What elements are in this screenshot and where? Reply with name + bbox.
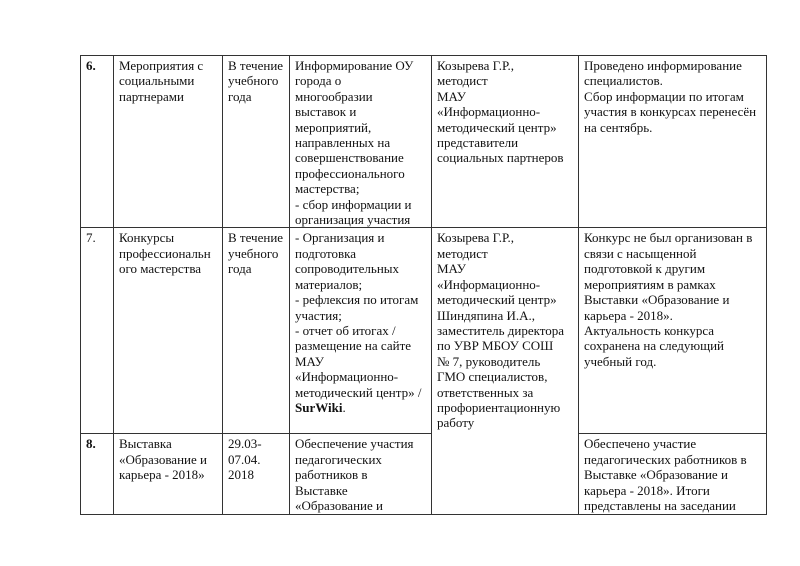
result-cell: Проведено информирование специалистов. Сбор информации по итогам участия в конкурсах перенесён на сентябрь.	[579, 56, 767, 228]
row-number: 7.	[81, 228, 114, 434]
content-cell	[290, 228, 432, 434]
content-cell: Информирование ОУ города о многообразии выставок и мероприятий, направленных на совершенствование профессионального мастерства; - сбор информации и организация участия	[290, 56, 432, 228]
result-cell: Обеспечено участие педагогических работников в Выставке «Образование и карьера - 2018». Итоги представлены на заседании	[579, 434, 767, 514]
event-cell: Мероприятия с социальными партнерами	[114, 56, 223, 228]
table-row	[81, 228, 767, 434]
event-cell: Выставка «Образование и карьера - 2018»	[114, 434, 223, 514]
content-end: .	[342, 399, 346, 415]
table-row	[81, 56, 767, 228]
result-cell: Конкурс не был организован в связи с насыщенной подготовкой к другим мероприятиям в рамках Выставки «Образование и карьера - 2018». Актуальность конкурса сохранена на следующий учебный год.	[579, 228, 767, 434]
row-number: 8.	[81, 434, 114, 514]
content-text: - Организация и подготовка сопроводительных материалов; - рефлексия по итогам участия; - отчет об итогах / размещение на сайте МАУ «Информационно- методический центр» /	[295, 230, 422, 400]
activity-table	[80, 55, 767, 515]
row-number: 6.	[81, 56, 114, 228]
responsible-cell: Козырева Г.Р., методист МАУ «Информационно- методический центр» Шиндяпина И.А., заместитель директора по УВР МБОУ СОШ № 7, руководитель ГМО специалистов, ответственных за профориентационную работу	[432, 228, 579, 514]
responsible-cell: Козырева Г.Р., методист МАУ «Информационно- методический центр» представители социальных партнеров	[432, 56, 579, 228]
period-cell: 29.03- 07.04. 2018	[223, 434, 290, 514]
content-cell: Обеспечение участия педагогических работников в Выставке «Образование и	[290, 434, 432, 514]
table-row	[81, 434, 767, 514]
period-cell: В течение учебного года	[223, 228, 290, 434]
period-cell: В течение учебного года	[223, 56, 290, 228]
event-cell: Конкурсы профессиональн ого мастерства	[114, 228, 223, 434]
surwiki-link[interactable]: SurWiki	[295, 399, 343, 415]
